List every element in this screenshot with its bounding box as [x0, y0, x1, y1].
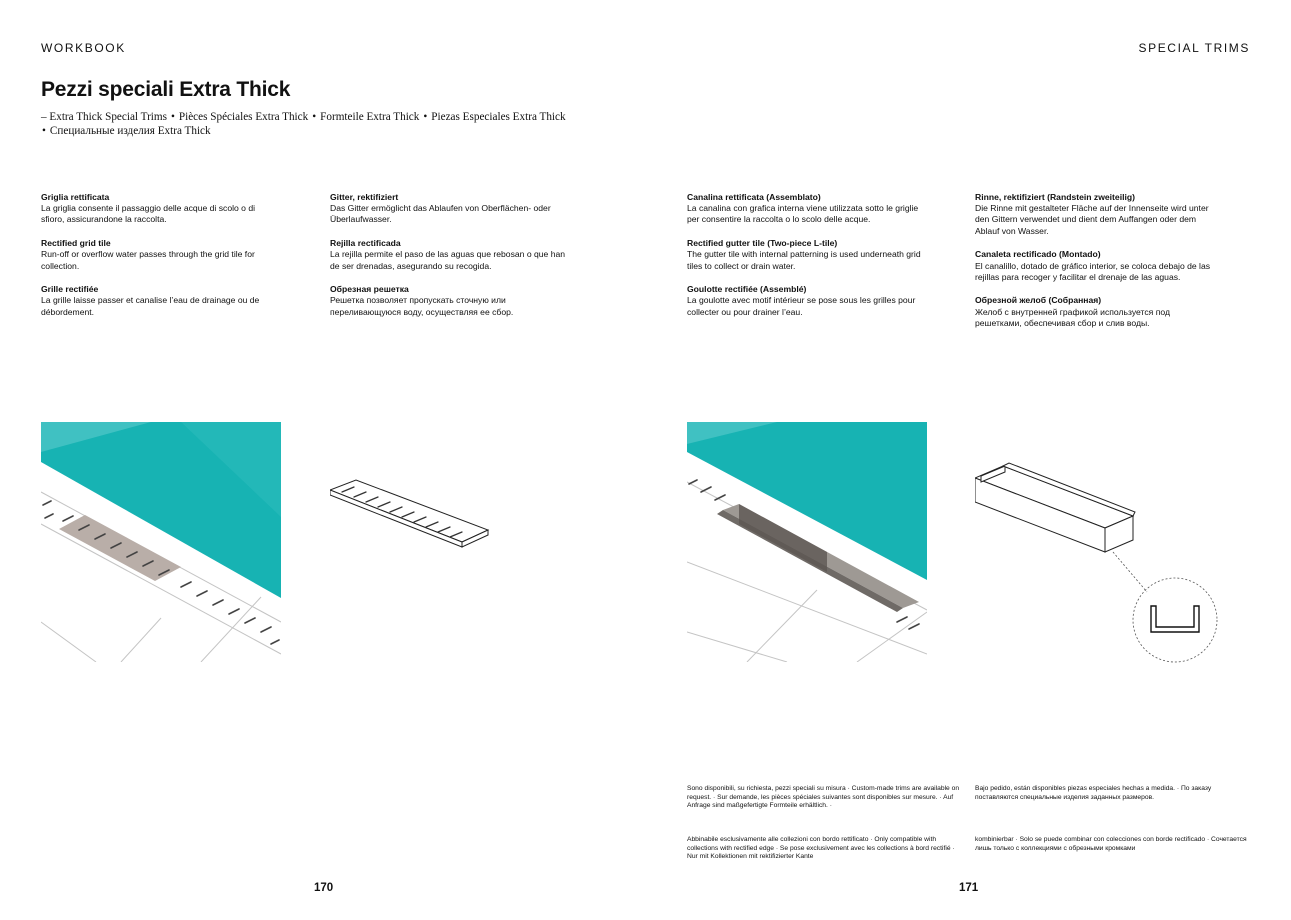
- description-block: [975, 249, 1211, 283]
- subtitle-item: Специальные изделия Extra Thick: [49, 125, 211, 137]
- subtitle-bullet: •: [42, 125, 46, 137]
- block-text: Die Rinne mit gestalteter Fläche auf der Innenseite wird unter den Gittern verwendet und dient dem Auffangen oder dem Ablauf von Wasser.: [975, 203, 1209, 236]
- subtitle: [41, 110, 601, 138]
- gutter-tile-product-illustration: [975, 462, 1220, 666]
- description-column-4: [975, 192, 1211, 342]
- grid-tile-installation-illustration: [41, 422, 281, 662]
- footnote-compatibility-left: Abbinabile esclusivamente alle collezioni con bordo rettificato · Only compatible with collections with rectified edge · Se pose exclusivement avec les collections à bord rectifié · Nur mit Kollektionen mit rektifizierter Kante: [687, 836, 955, 861]
- description-block: [41, 192, 277, 226]
- description-block: [330, 192, 566, 226]
- subtitle-line-2: [41, 124, 601, 138]
- block-heading: Rectified grid tile: [41, 238, 111, 249]
- description-block: [687, 284, 923, 318]
- description-block: [975, 295, 1211, 329]
- block-text: La goulotte avec motif intérieur se pose sous les grilles pour collecter ou pour drainer l’eau.: [687, 295, 916, 317]
- page-title: Pezzi speciali Extra Thick: [41, 78, 291, 101]
- footnote-compatibility-right: kombinierbar · Solo se puede combinar con colecciones con borde rectificado · Сочетается лишь только с коллекциями с обрезными кромками: [975, 836, 1247, 852]
- block-heading: Rejilla rectificada: [330, 238, 401, 249]
- subtitle-bullet: •: [312, 111, 317, 123]
- block-text: Das Gitter ermöglicht das Ablaufen von Oberflächen- oder Überlaufwasser.: [330, 203, 551, 225]
- page-number-right: 171: [959, 882, 979, 894]
- page-number-left: 170: [314, 882, 334, 894]
- block-heading: Обрезной желоб (Собранная): [975, 295, 1102, 306]
- gutter-cross-section: [1151, 606, 1199, 632]
- description-block: [975, 192, 1211, 237]
- description-block: [687, 238, 923, 272]
- block-heading: Grille rectifiée: [41, 284, 99, 295]
- subtitle-item: Formteile Extra Thick: [320, 111, 420, 123]
- block-heading: Canaleta rectificado (Montado): [975, 249, 1101, 260]
- subtitle-item: Piezas Especiales Extra Thick: [431, 111, 566, 123]
- detail-leader-line: [1113, 552, 1147, 592]
- description-column-3: [687, 192, 923, 330]
- description-block: [41, 284, 277, 318]
- block-text: The gutter tile with internal patterning is used underneath grid tiles to collect or drain water.: [687, 249, 921, 271]
- block-text: Желоб с внутренней графикой используется под решетками, обеспечивая сбор и слив воды.: [975, 306, 1170, 328]
- description-block: [41, 238, 277, 272]
- grid-tile-top: [330, 480, 488, 542]
- description-column-2: [330, 192, 566, 330]
- subtitle-item: Pièces Spéciales Extra Thick: [178, 111, 309, 123]
- description-block: [687, 192, 923, 226]
- block-heading: Gitter, rektifiziert: [330, 192, 399, 202]
- description-block: [330, 284, 566, 318]
- block-text: La canalina con grafica interna viene utilizzata sotto le griglie per consentire la raccolta o lo scolo delle acque.: [687, 203, 919, 225]
- description-block: [330, 238, 566, 272]
- footnote-custom-right: Bajo pedido, están disponibles piezas especiales hechas a medida. · По заказу поставляются специальные изделия заданных размеров.: [975, 785, 1212, 801]
- block-text: La rejilla permite el paso de las aguas que rebosan o que han de ser drenadas, asegurando su recogida.: [330, 249, 566, 271]
- block-heading: Canalina rettificata (Assemblato): [687, 192, 821, 202]
- block-text: La griglia consente il passaggio delle acque di scolo o di sfioro, assicurandone la raccolta.: [41, 203, 256, 225]
- block-heading: Griglia rettificata: [41, 192, 110, 202]
- running-header-left: WORKBOOK: [41, 41, 126, 55]
- block-text: La grille laisse passer et canalise l’eau de drainage ou de débordement.: [41, 295, 260, 317]
- block-heading: Rectified gutter tile (Two-piece L-tile): [687, 238, 838, 249]
- footnote-custom-left: Sono disponibili, su richiesta, pezzi speciali su misura · Custom-made trims are available on request. · Sur demande, les pièces spéciales suivantes sont disponibles sur mesure. · Auf Anfrage sind maßgefertigte Formteile erhältlich. ·: [687, 785, 960, 810]
- block-text: Решетка позволяет пропускать сточную или переливающуюся воду, осуществляя ее сбор.: [330, 295, 514, 317]
- subtitle-line-1: [41, 110, 601, 124]
- detail-circle: [1133, 578, 1217, 662]
- block-heading: Rinne, rektifiziert (Randstein zweiteilig): [975, 192, 1135, 202]
- gutter-tile-installation-illustration: [687, 422, 927, 662]
- gutter-tile-body: [975, 463, 1135, 552]
- grid-tile-product-illustration: [330, 478, 490, 552]
- block-heading: Goulotte rectifiée (Assemblé): [687, 284, 807, 295]
- subtitle-bullet: •: [170, 111, 175, 123]
- running-header-right: SPECIAL TRIMS: [1138, 41, 1250, 55]
- block-text: El canalillo, dotado de gráfico interior, se coloca debajo de las rejillas para recoger y facilitar el drenaje de las aguas.: [975, 260, 1211, 282]
- description-column-1: [41, 192, 277, 330]
- subtitle-bullet: •: [423, 111, 428, 123]
- subtitle-item: – Extra Thick Special Trims: [41, 111, 167, 123]
- block-heading: Обрезная решетка: [330, 284, 409, 295]
- block-text: Run-off or overflow water passes through the grid tile for collection.: [41, 249, 255, 271]
